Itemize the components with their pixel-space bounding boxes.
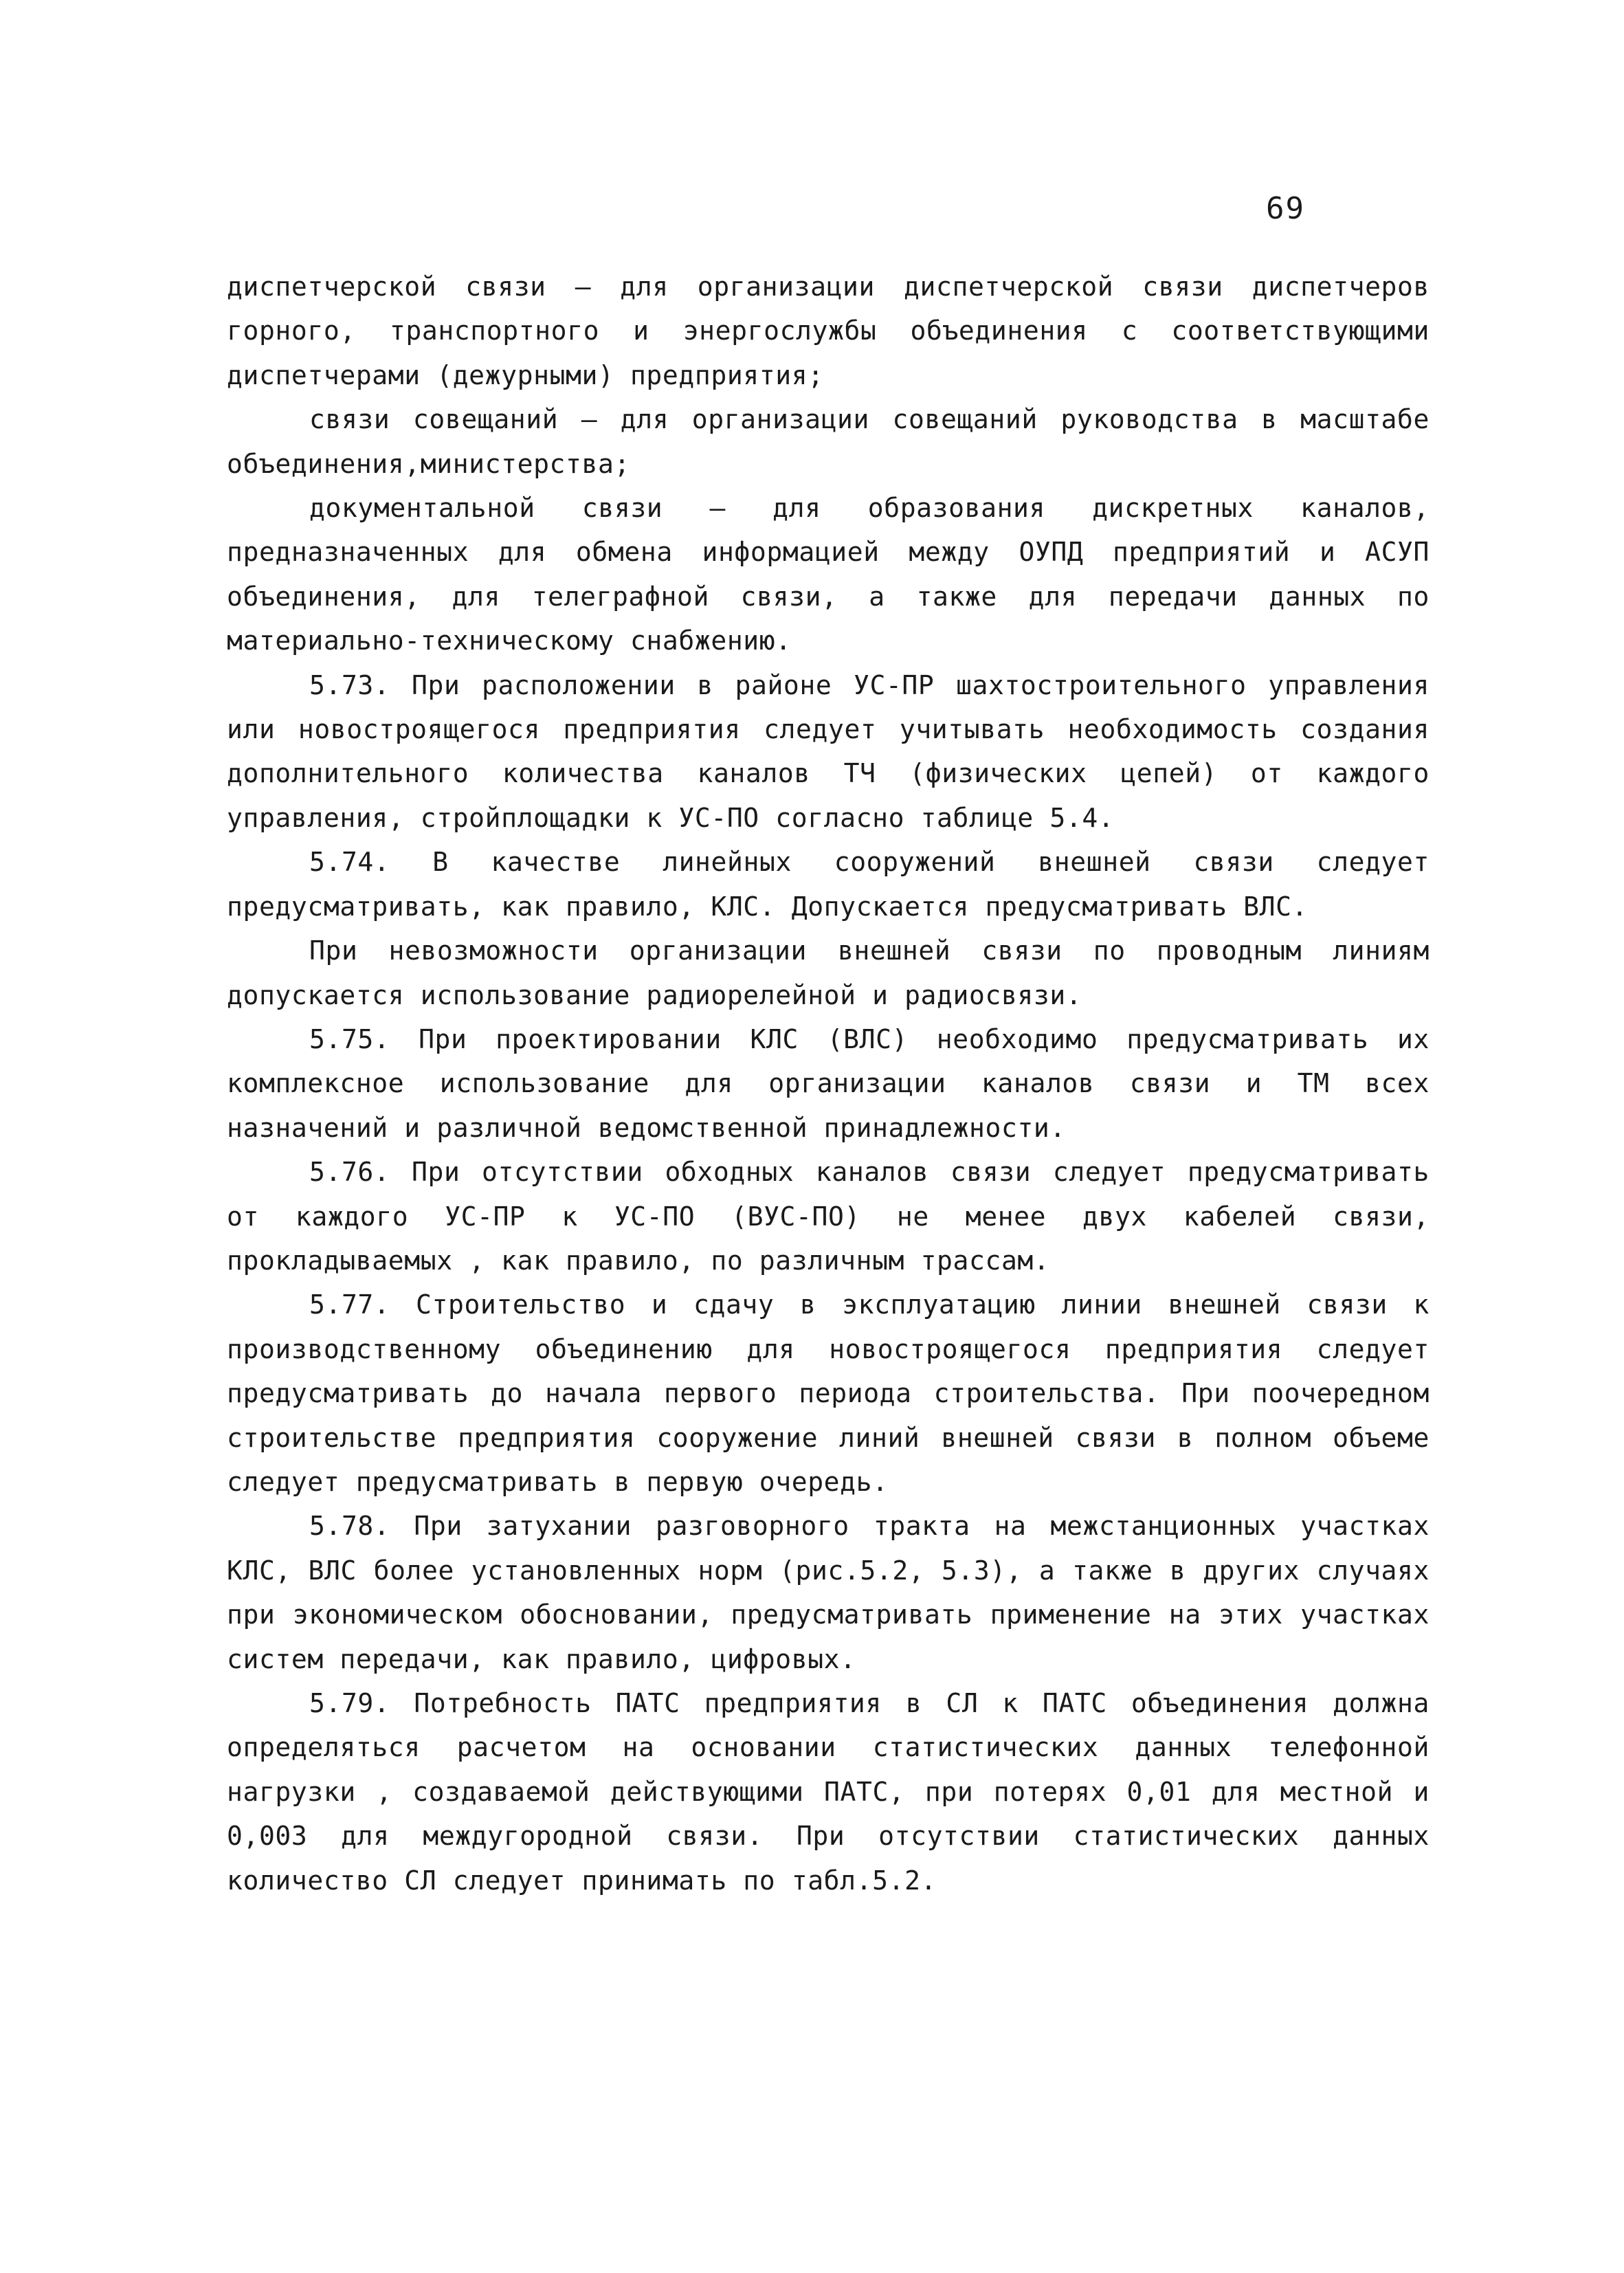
paragraph-5-76: 5.76. При отсутствии обходных каналов связи следует предусматривать от каждого УС-ПР к УС-ПО (ВУС-ПО) не менее двух кабелей связи, прокладываемых , как правило, по различным трассам. bbox=[227, 1157, 1430, 1276]
paragraph-5-75: 5.75. При проектировании КЛС (ВЛС) необходимо предусматривать их комплексное использование для организации каналов связи и ТМ всех назначений и различной ведомственной принадлежности. bbox=[227, 1023, 1430, 1143]
paragraph-5-77: 5.77. Строительство и сдачу в эксплуатацию линии внешней связи к производственному объединению для новостроящегося предприятия следует предусматривать до начала первого периода строительства. При поочередном строительстве предприятия сооружение линий внешней связи в полном объеме следует предусматривать в первую очередь. bbox=[227, 1289, 1430, 1497]
paragraph-dispatch-communication: диспетчерской связи – для организации диспетчерской связи диспетчеров горного, транспортного и энергослужбы объединения с соответствующими диспетчерами (дежурными) предприятия; bbox=[227, 271, 1430, 390]
body-text bbox=[227, 265, 1430, 1903]
paragraph-5-79: 5.79. Потребность ПАТС предприятия в СЛ к ПАТС объединения должна определяться расчетом на основании статистических данных телефонной нагрузки , создаваемой действующими ПАТС, при потерях 0,01 для местной и 0,003 для междугородной связи. При отсутствии статистических данных количество СЛ следует принимать по табл.5.2. bbox=[227, 1688, 1430, 1896]
paragraph-5-74: 5.74. В качестве линейных сооружений внешней связи следует предусматривать, как правило, КЛС. Допускается предусматривать ВЛС. bbox=[227, 847, 1430, 922]
paragraph-meeting-communication: связи совещаний – для организации совещаний руководства в масштабе объединения,министерства; bbox=[227, 404, 1430, 479]
paragraph-5-74-radio: При невозможности организации внешней связи по проводным линиям допускается использование радиорелейной и радиосвязи. bbox=[227, 935, 1430, 1010]
paragraph-5-78: 5.78. При затухании разговорного тракта на межстанционных участках КЛС, ВЛС более установленных норм (рис.5.2, 5.3), а также в других случаях при экономическом обосновании, предусматривать применение на этих участках систем передачи, как правило, цифровых. bbox=[227, 1511, 1430, 1674]
paragraph-documentary-communication: документальной связи – для образования дискретных каналов, предназначенных для обмена информацией между ОУПД предприятий и АСУП объединения, для телеграфной связи, а также для передачи данных по материально-техническому снабжению. bbox=[227, 493, 1430, 656]
paragraph-5-73: 5.73. При расположении в районе УС-ПР шахтостроительного управления или новостроящегося предприятия следует учитывать необходимость создания дополнительного количества каналов ТЧ (физических цепей) от каждого управления, стройплощадки к УС-ПО согласно таблице 5.4. bbox=[227, 669, 1430, 833]
page-number: 69 bbox=[1266, 191, 1305, 226]
